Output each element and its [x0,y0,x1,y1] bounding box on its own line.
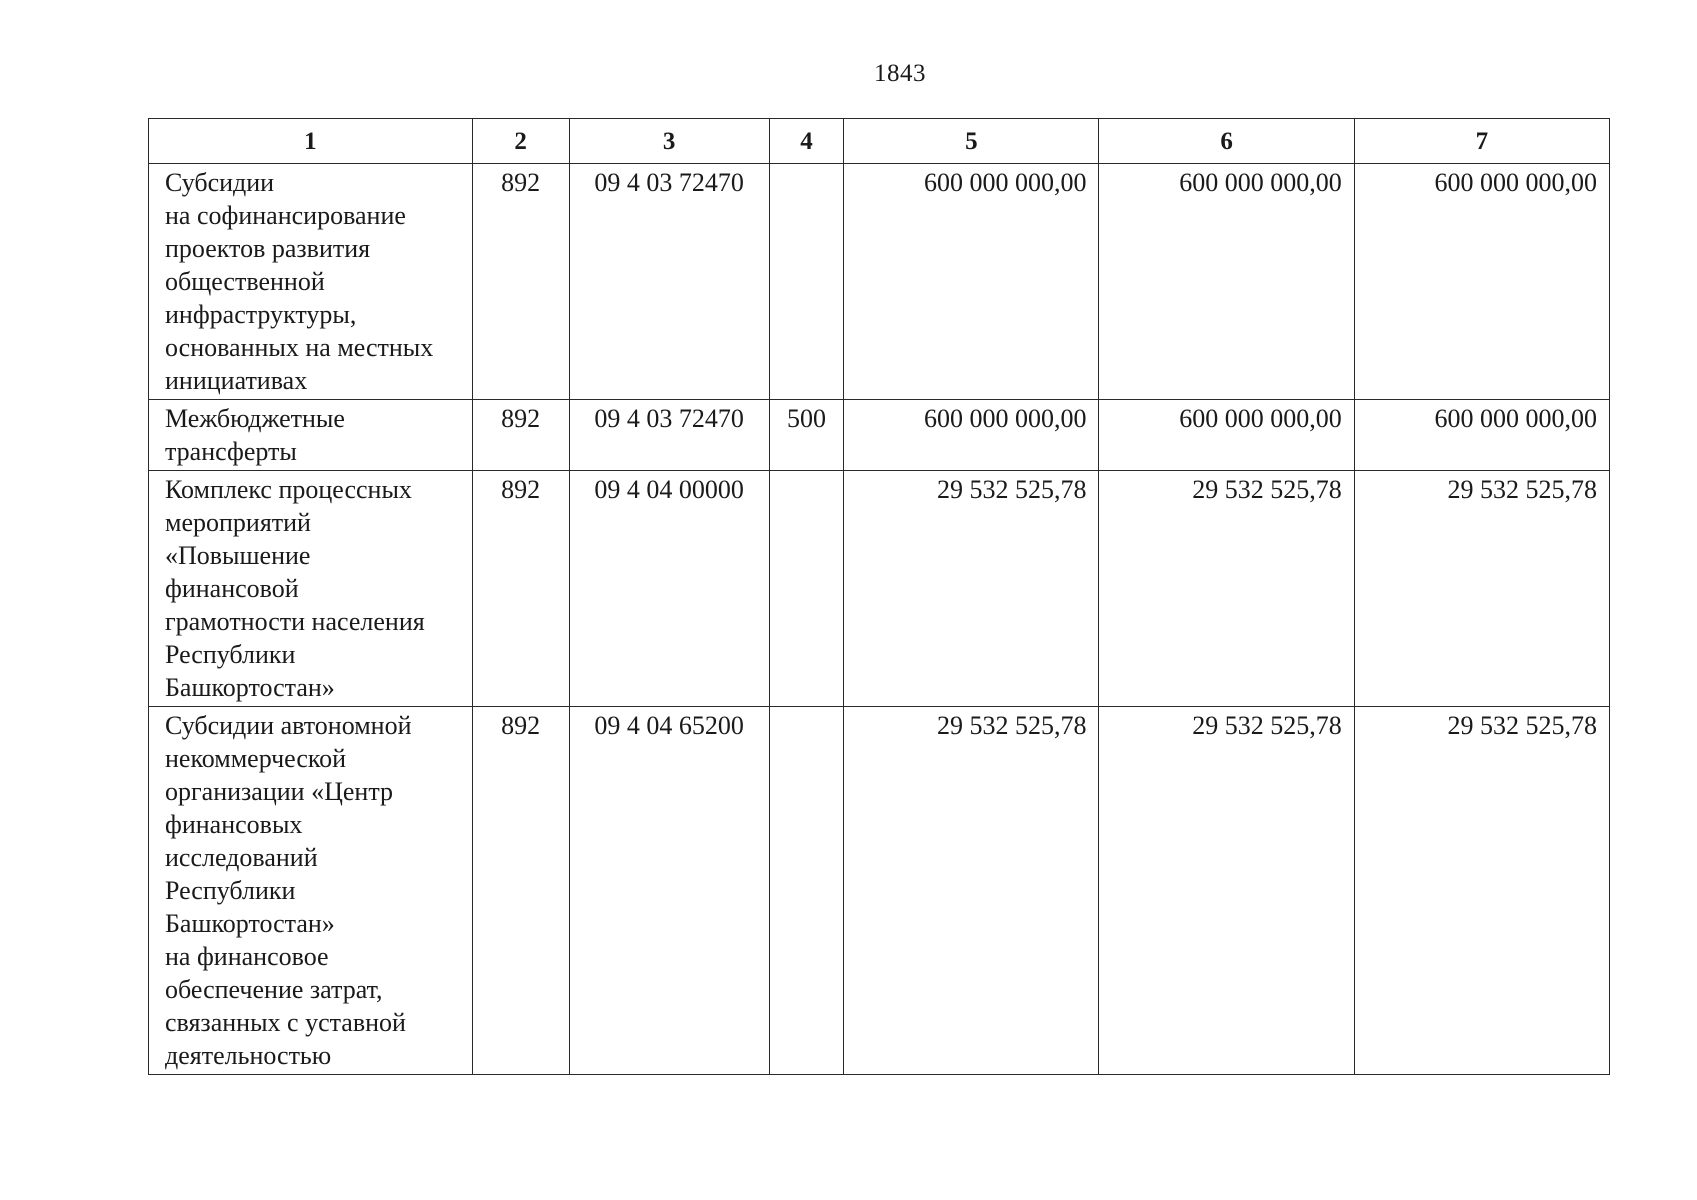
expense-type-cell [769,164,844,400]
amount-col5-cell: 600 000 000,00 [844,400,1099,471]
target-article-cell: 09 4 03 72470 [569,400,769,471]
target-article-cell: 09 4 04 00000 [569,471,769,707]
row-name-cell: Комплекс процессных мероприятий «Повышение финансовой грамотности населения Республики Башкортостан» [149,471,473,707]
amount-col5-cell: 29 532 525,78 [844,471,1099,707]
row-name-cell: Субсидии автономной некоммерческой организации «Центр финансовых исследований Республики Башкортостан» на финансовое обеспечение затрат, связанных с уставной деятельностью [149,707,473,1075]
row-name-cell: Межбюджетные трансферты [149,400,473,471]
amount-col7-cell: 29 532 525,78 [1354,471,1609,707]
column-header: 7 [1354,119,1609,164]
table-row [149,471,1610,707]
department-code-cell: 892 [472,707,569,1075]
amount-col6-cell: 29 532 525,78 [1099,707,1354,1075]
column-header: 1 [149,119,473,164]
column-header: 2 [472,119,569,164]
amount-col7-cell: 600 000 000,00 [1354,164,1609,400]
amount-col5-cell: 600 000 000,00 [844,164,1099,400]
target-article-cell: 09 4 03 72470 [569,164,769,400]
amount-col7-cell: 600 000 000,00 [1354,400,1609,471]
column-header: 5 [844,119,1099,164]
page-number: 1843 [874,60,926,87]
header-row [149,119,1610,164]
budget-table [148,118,1610,1075]
target-article-cell: 09 4 04 65200 [569,707,769,1075]
amount-col7-cell: 29 532 525,78 [1354,707,1609,1075]
department-code-cell: 892 [472,471,569,707]
table-row [149,400,1610,471]
department-code-cell: 892 [472,164,569,400]
table-row [149,164,1610,400]
column-header: 3 [569,119,769,164]
column-header: 4 [769,119,844,164]
table-row [149,707,1610,1075]
expense-type-cell [769,707,844,1075]
column-header: 6 [1099,119,1354,164]
amount-col6-cell: 600 000 000,00 [1099,400,1354,471]
amount-col6-cell: 29 532 525,78 [1099,471,1354,707]
row-name-cell: Субсидии на софинансирование проектов развития общественной инфраструктуры, основанных на местных инициативах [149,164,473,400]
expense-type-cell [769,471,844,707]
amount-col6-cell: 600 000 000,00 [1099,164,1354,400]
department-code-cell: 892 [472,400,569,471]
expense-type-cell: 500 [769,400,844,471]
amount-col5-cell: 29 532 525,78 [844,707,1099,1075]
